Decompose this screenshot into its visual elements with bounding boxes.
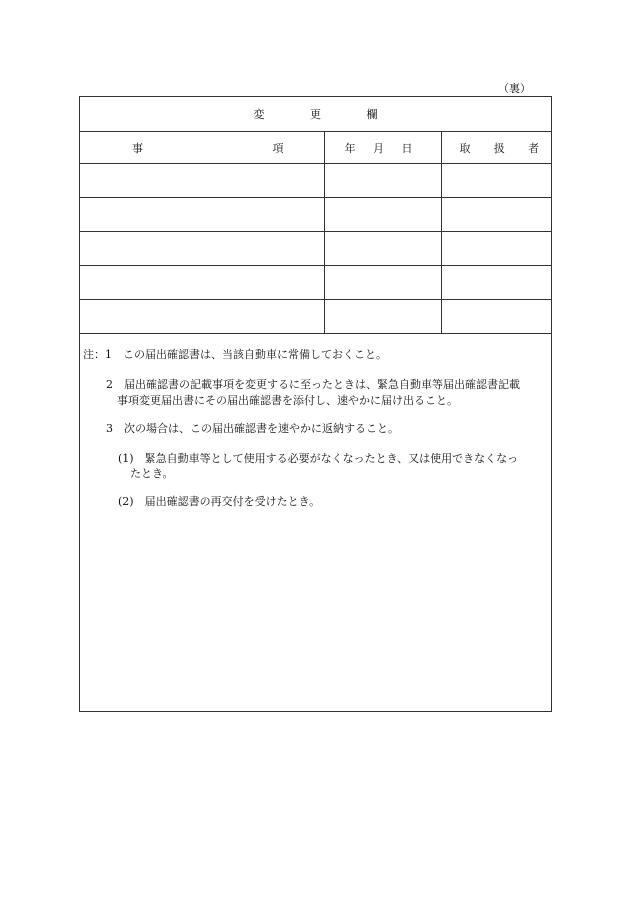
row-item-cell[interactable] xyxy=(80,198,324,232)
table-row xyxy=(80,164,551,198)
header-item-char-2: 項 xyxy=(272,141,284,155)
column-header-item xyxy=(80,132,324,164)
column-header-handler xyxy=(441,132,551,164)
title-char-1: 変 xyxy=(253,108,265,121)
note-3-1-line-2: たとき。 xyxy=(130,467,174,480)
row-date-cell[interactable] xyxy=(324,232,441,266)
table-title xyxy=(80,97,551,132)
header-item-char-1: 事 xyxy=(132,141,143,155)
note-2-line-1: 2 届出確認書の記載事項を変更するに至ったときは、緊急自動車等届出確認書記載 xyxy=(106,378,520,391)
table-row xyxy=(80,198,551,232)
row-item-cell[interactable] xyxy=(80,266,324,300)
row-handler-cell[interactable] xyxy=(441,164,551,198)
note-3-2: (2) 届出確認書の再交付を受けたとき。 xyxy=(118,495,321,508)
column-header-date xyxy=(324,132,441,164)
row-date-cell[interactable] xyxy=(324,266,441,300)
header-month: 月 xyxy=(373,141,384,155)
row-date-cell[interactable] xyxy=(324,164,441,198)
table-title-row xyxy=(80,97,551,132)
row-handler-cell[interactable] xyxy=(441,266,551,300)
title-char-2: 更 xyxy=(310,108,321,121)
row-handler-cell[interactable] xyxy=(441,300,551,334)
header-handler-char-2: 扱 xyxy=(493,141,505,155)
change-record-table xyxy=(80,97,551,334)
page-side-label: （裏） xyxy=(498,82,531,95)
table-row xyxy=(80,232,551,266)
row-handler-cell[interactable] xyxy=(441,232,551,266)
header-handler-char-1: 取 xyxy=(459,141,471,155)
note-3-1-line-1: (1) 緊急自動車等として使用する必要がなくなったとき、又は使用できなくなっ xyxy=(118,452,519,465)
row-date-cell[interactable] xyxy=(324,198,441,232)
row-item-cell[interactable] xyxy=(80,232,324,266)
note-2-line-2: 事項変更届出書にその届出確認書を添付し、速やかに届け出ること。 xyxy=(117,394,458,407)
table-row xyxy=(80,300,551,334)
note-1: 注：1 この届出確認書は、当該自動車に常備しておくこと。 xyxy=(83,348,387,361)
header-day: 日 xyxy=(401,141,413,155)
title-char-3: 欄 xyxy=(366,108,378,121)
row-handler-cell[interactable] xyxy=(441,198,551,232)
row-item-cell[interactable] xyxy=(80,164,324,198)
row-item-cell[interactable] xyxy=(80,300,324,334)
header-year: 年 xyxy=(344,141,356,155)
row-date-cell[interactable] xyxy=(324,300,441,334)
column-header-row xyxy=(80,132,551,164)
header-handler-char-3: 者 xyxy=(528,141,539,155)
table-row xyxy=(80,266,551,300)
note-3: 3 次の場合は、この届出確認書を速やかに返納すること。 xyxy=(106,422,399,435)
